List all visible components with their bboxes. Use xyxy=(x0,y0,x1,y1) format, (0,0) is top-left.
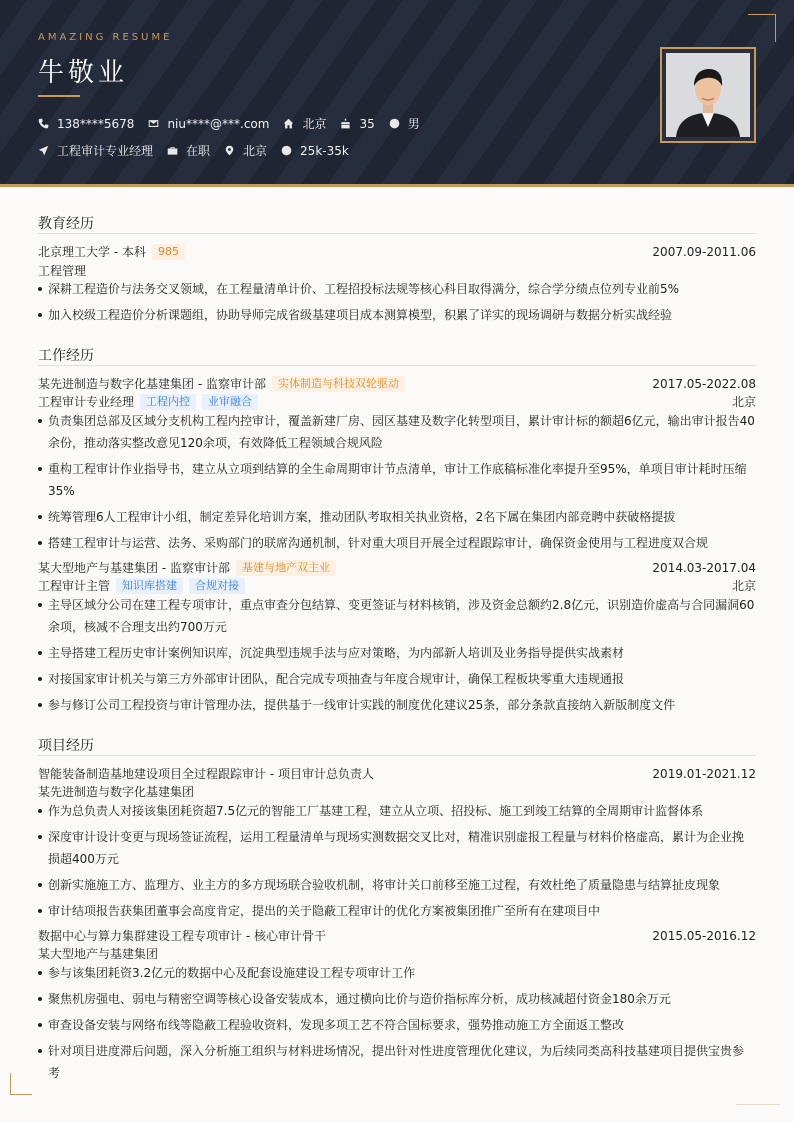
work-section-title: 工作经历 xyxy=(38,348,94,364)
email-item xyxy=(148,117,269,131)
job-company: 某大型地产与基建集团 - 监察审计部 xyxy=(38,561,230,575)
projects-section-title: 项目经历 xyxy=(38,738,94,754)
phone-text: 138****5678 xyxy=(57,116,135,131)
role-tag: 知识库搭建 xyxy=(116,578,183,594)
age-text: 35 xyxy=(359,116,375,131)
job-role-row xyxy=(38,577,756,594)
project-bullet: 聚焦机房强电、弱电与精密空调等核心设备安装成本，通过横向比价与造价指标库分析，成功核减超付资金180余万元 xyxy=(38,988,756,1010)
profile-photo xyxy=(666,53,750,137)
phone-item xyxy=(38,117,134,131)
role-tag: 工程内控 xyxy=(140,394,196,410)
project-date: 2015.05-2016.12 xyxy=(652,928,756,943)
name-underline xyxy=(38,95,80,97)
brand-label: AMAZING RESUME xyxy=(38,32,173,43)
gender-text: 男 xyxy=(407,117,420,131)
job-bullet: 负责集团总部及区域分支机构工程内控审计，覆盖新建厂房、园区基建及数字化转型项目，累计审计标的额超6亿元，输出审计报告40 xyxy=(38,410,756,432)
job-header-row xyxy=(38,559,756,576)
school-tag: 985 xyxy=(152,244,185,260)
home-icon xyxy=(283,118,294,129)
cake-icon xyxy=(340,118,351,129)
resume-header xyxy=(0,0,794,184)
job-bullet-continuation: 35% xyxy=(48,484,75,498)
section-divider xyxy=(38,755,756,756)
candidate-name: 牛敬业 xyxy=(38,58,129,88)
age-item xyxy=(340,117,374,131)
gender-item xyxy=(389,115,420,132)
job-company: 某先进制造与数字化基建集团 - 监察审计部 xyxy=(38,377,266,391)
job-bullet: 主导区域分公司在建工程专项审计，重点审查分包结算、变更签证与材料核销，涉及资金总额约2.8亿元，识别造价虚高与合同漏洞60 xyxy=(38,594,756,616)
school-name: 北京理工大学 - 本科 xyxy=(38,245,146,259)
target-city-item xyxy=(224,142,267,159)
project-date: 2019.01-2021.12 xyxy=(652,766,756,781)
project-org-row xyxy=(38,783,756,800)
role-tag: 业审融合 xyxy=(202,394,258,410)
project-bullet: 针对项目进度滞后问题，深入分析施工组织与材料进场情况，提出针对性进度管理优化建议，为后续同类高科技基建项目提供宝贵参 xyxy=(38,1040,756,1062)
project-bullet: 作为总负责人对接该集团耗资超7.5亿元的智能工厂基建工程，建立从立项、招投标、施工到竣工结算的全周期审计监督体系 xyxy=(38,800,756,822)
job-bullet: 统筹管理6人工程审计小组，制定差异化培训方案，推动团队考取相关执业资格，2名下属在集团内部竞聘中获破格提拔 xyxy=(38,506,756,528)
email-text: niu****@***.com xyxy=(167,116,270,131)
job-date: 2014.03-2017.04 xyxy=(652,560,756,575)
education-date: 2007.09-2011.06 xyxy=(652,244,756,259)
salary-item xyxy=(281,144,349,158)
avatar xyxy=(666,53,750,137)
section-divider xyxy=(38,233,756,234)
target-role-text: 工程审计专业经理 xyxy=(57,144,154,158)
role-tag: 合规对接 xyxy=(189,578,245,594)
gender-icon xyxy=(389,118,400,129)
education-bullet: 加入校级工程造价分析课题组，协助导师完成省级基建项目成本测算模型，积累了详实的现场调研与数据分析实战经验 xyxy=(38,304,756,326)
mail-icon xyxy=(148,118,159,129)
education-major-row xyxy=(38,262,756,279)
job-role-row xyxy=(38,393,756,410)
job-date: 2017.05-2022.08 xyxy=(652,376,756,391)
profile-photo-frame xyxy=(660,47,756,143)
project-name: 智能装备制造基地建设项目全过程跟踪审计 - 项目审计总负责人 xyxy=(38,767,374,781)
header-accent-line xyxy=(0,184,794,187)
job-bullet: 对接国家审计机关与第三方外部审计团队，配合完成专项抽查与年度合规审计，确保工程板块零重大违规通报 xyxy=(38,668,756,690)
target-role-item xyxy=(38,142,153,159)
major: 工程管理 xyxy=(38,264,87,278)
corner-decoration xyxy=(736,1104,780,1105)
company-tag: 基建与地产双主业 xyxy=(236,560,336,576)
job-city: 北京 xyxy=(731,579,756,593)
education-section-title: 教育经历 xyxy=(38,216,94,232)
job-role: 工程审计专业经理 xyxy=(38,395,135,409)
project-bullet: 深度审计设计变更与现场签证流程，运用工程量清单与现场实测数据交叉比对，精准识别虚报工程量与材料价格虚高，累计为企业挽 xyxy=(38,826,756,848)
job-intent-row xyxy=(38,142,363,159)
section-divider xyxy=(38,365,756,366)
job-bullet: 主导搭建工程历史审计案例知识库，沉淀典型违规手法与应对策略，为内部新人培训及业务指导提供实战素材 xyxy=(38,642,756,664)
salary-icon xyxy=(281,145,292,156)
job-role: 工程审计主管 xyxy=(38,579,111,593)
project-bullet: 参与该集团耗资3.2亿元的数据中心及配套设施建设工程专项审计工作 xyxy=(38,962,756,984)
location-pin-icon xyxy=(224,145,235,156)
job-header-row xyxy=(38,375,756,392)
project-bullet: 审查设备安装与网络布线等隐蔽工程验收资料，发现多项工艺不符合国标要求，强势推动施工方全面返工整改 xyxy=(38,1014,756,1036)
project-org: 某大型地产与基建集团 xyxy=(38,947,159,961)
project-bullet: 审计结项报告获集团董事会高度肯定，提出的关于隐蔽工程审计的优化方案被集团推广至所有在建项目中 xyxy=(38,900,756,922)
project-name: 数据中心与算力集群建设工程专项审计 - 核心审计骨干 xyxy=(38,929,326,943)
job-city: 北京 xyxy=(731,395,756,409)
project-bullet-continuation: 考 xyxy=(48,1066,61,1080)
home-city-item xyxy=(283,115,326,132)
education-bullet: 深耕工程造价与法务交叉领域，在工程量清单计价、工程招投标法规等核心科目取得满分，综合学分绩点位列专业前5% xyxy=(38,278,756,300)
target-city-text: 北京 xyxy=(243,144,268,158)
job-bullet-continuation: 余项，核减不合理支出约700万元 xyxy=(48,620,227,634)
job-bullet: 搭建工程审计与运营、法务、采购部门的联席沟通机制，针对重大项目开展全过程跟踪审计，确保资金使用与工程进度双合规 xyxy=(38,532,756,554)
project-header-row xyxy=(38,927,756,944)
job-bullet: 参与修订公司工程投资与审计管理办法，提供基于一线审计实践的制度优化建议25条，部分条款直接纳入新版制度文件 xyxy=(38,694,756,716)
corner-decoration xyxy=(10,1073,32,1095)
contact-row xyxy=(38,115,434,132)
briefcase-icon xyxy=(167,145,178,156)
project-bullet: 创新实施施工方、监理方、业主方的多方现场联合验收机制，将审计关口前移至施工过程，有效杜绝了质量隐患与结算扯皮现象 xyxy=(38,874,756,896)
home-city-text: 北京 xyxy=(302,117,327,131)
status-item xyxy=(167,142,210,159)
send-icon xyxy=(38,145,49,156)
company-tag: 实体制造与科技双轮驱动 xyxy=(272,376,405,392)
job-bullet: 重构工程审计作业指导书，建立从立项到结算的全生命周期审计节点清单，审计工作底稿标准化率提升至95%，单项目审计耗时压缩 xyxy=(38,458,756,480)
education-header-row xyxy=(38,243,756,260)
phone-icon xyxy=(38,118,49,129)
status-text: 在职 xyxy=(186,144,211,158)
job-bullet-continuation: 余份，推动落实整改意见120余项，有效降低工程领域合规风险 xyxy=(48,436,383,450)
project-org-row xyxy=(38,945,756,962)
project-org: 某先进制造与数字化基建集团 xyxy=(38,785,195,799)
salary-text: 25k-35k xyxy=(300,143,349,158)
project-header-row xyxy=(38,765,756,782)
corner-decoration xyxy=(748,14,776,42)
project-bullet-continuation: 损超400万元 xyxy=(48,852,119,866)
